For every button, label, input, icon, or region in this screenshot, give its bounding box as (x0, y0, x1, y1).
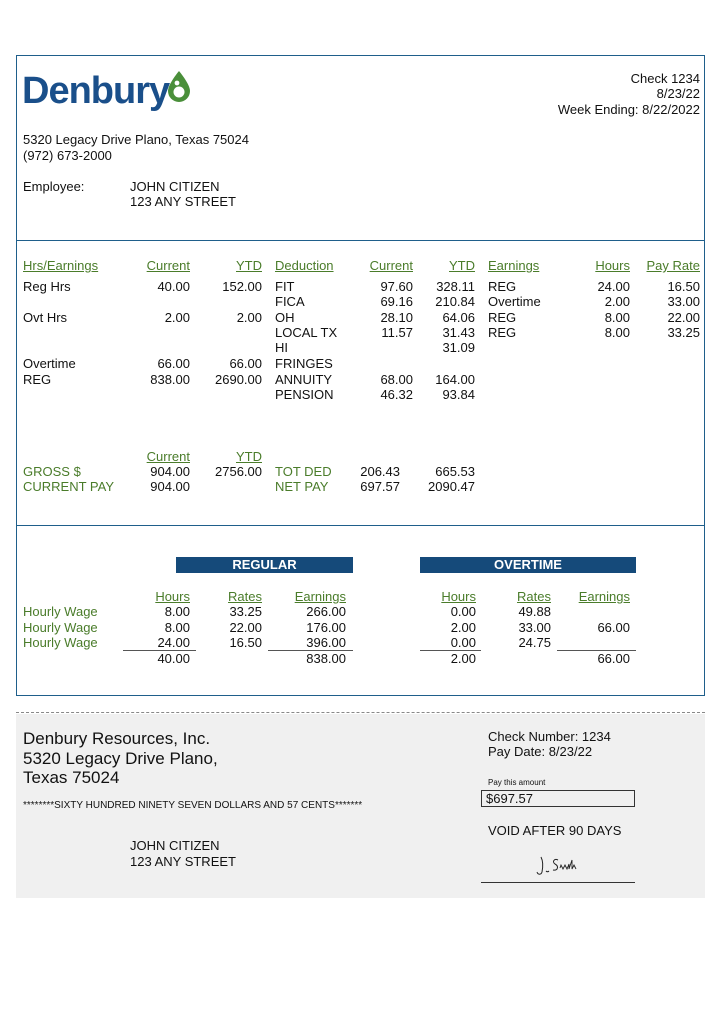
check-number: Check 1234 (630, 71, 700, 86)
earnings-row-rate: 33.00 (667, 294, 700, 309)
earnings-row-hours: 8.00 (604, 325, 630, 340)
check-company-name: Denbury Resources, Inc. (23, 729, 211, 748)
deduction-row-label: LOCAL TX (275, 325, 338, 340)
earnings-row-label: REG (488, 325, 517, 340)
regular-row-rate: 16.50 (229, 635, 262, 650)
overtime-header-rates: Rates (517, 589, 551, 604)
employee-name: JOHN CITIZEN (130, 179, 220, 194)
hours-row-label: Reg Hrs (23, 279, 71, 294)
company-phone: (972) 673-2000 (23, 148, 112, 163)
net-pay-ytd: 2090.47 (428, 479, 475, 494)
hours-header-current: Current (146, 258, 190, 273)
summary-row-label: Hourly Wage (23, 620, 98, 635)
regular-title-bar: REGULAR (176, 557, 353, 573)
overtime-row-hours: 2.00 (450, 620, 476, 635)
deduction-row-current: 46.32 (380, 387, 413, 402)
signature-image (534, 852, 580, 878)
pay-this-amount-label: Pay this amount (488, 778, 546, 787)
deduction-row-label: FICA (275, 294, 305, 309)
signature-line (481, 882, 635, 883)
deduction-row-label: HI (275, 340, 288, 355)
deduction-row-current: 68.00 (380, 372, 413, 387)
earnings-header-hours: Hours (595, 258, 630, 273)
regular-row-hours: 8.00 (164, 620, 190, 635)
regular-total-hours: 40.00 (157, 651, 190, 666)
check-date: 8/23/22 (656, 86, 700, 101)
earnings-row-label: Overtime (488, 294, 541, 309)
earnings-row-rate: 22.00 (667, 310, 700, 325)
company-logo: Denbury (22, 70, 170, 112)
hours-row-current: 2.00 (164, 310, 190, 325)
deduction-row-ytd: 93.84 (442, 387, 475, 402)
totals-header-current: Current (146, 449, 190, 464)
hours-header-label: Hrs/Earnings (23, 258, 99, 273)
current-pay-label: CURRENT PAY (23, 479, 115, 494)
regular-header-earnings: Earnings (294, 589, 346, 604)
hours-header-ytd: YTD (236, 258, 262, 273)
overtime-total-earnings: 66.00 (597, 651, 630, 666)
overtime-total-hours: 2.00 (450, 651, 476, 666)
employee-street: 123 ANY STREET (130, 194, 236, 209)
tot-ded-current: 206.43 (360, 464, 400, 479)
hours-row-label: Ovt Hrs (23, 310, 68, 325)
regular-row-hours: 24.00 (157, 635, 190, 650)
regular-row-earnings: 396.00 (306, 635, 346, 650)
earnings-header-rate: Pay Rate (646, 258, 700, 273)
deduction-row-ytd: 31.43 (442, 325, 475, 340)
tot-ded-ytd: 665.53 (435, 464, 475, 479)
deduction-row-current: 69.16 (380, 294, 413, 309)
payee-name: JOHN CITIZEN (130, 838, 220, 853)
hours-row-ytd: 66.00 (229, 356, 262, 371)
deduction-row-ytd: 328.11 (436, 279, 475, 294)
gross-ytd: 2756.00 (215, 464, 262, 479)
summary-row-label: Hourly Wage (23, 604, 98, 619)
deduction-row-ytd: 64.06 (442, 310, 475, 325)
net-pay-current: 697.57 (360, 479, 400, 494)
deduction-row-current: 28.10 (380, 310, 413, 325)
deduction-row-ytd: 31.09 (442, 340, 475, 355)
check-amount: $697.57 (481, 790, 635, 807)
void-notice: VOID AFTER 90 DAYS (488, 823, 622, 838)
gross-current: 904.00 (150, 464, 190, 479)
deduction-row-label: FIT (275, 279, 295, 294)
amount-in-words: ********SIXTY HUNDRED NINETY SEVEN DOLLARS AND 57 CENTS******* (23, 800, 363, 811)
hours-row-ytd: 2.00 (236, 310, 262, 325)
perforation-line (16, 712, 705, 713)
regular-row-earnings: 266.00 (306, 604, 346, 619)
regular-header-hours: Hours (155, 589, 190, 604)
company-address: 5320 Legacy Drive Plano, Texas 75024 (23, 132, 249, 147)
gross-label: GROSS $ (23, 464, 81, 479)
deduction-header-current: Current (369, 258, 413, 273)
hours-row-ytd: 2690.00 (215, 372, 262, 387)
earnings-header-label: Earnings (488, 258, 540, 273)
payee-street: 123 ANY STREET (130, 854, 236, 869)
deduction-header-label: Deduction (275, 258, 334, 273)
deduction-header-ytd: YTD (449, 258, 475, 273)
deduction-row-label: ANNUITY (275, 372, 333, 387)
overtime-row-earnings: 66.00 (597, 620, 630, 635)
earnings-row-hours: 24.00 (597, 279, 630, 294)
summary-row-label: Hourly Wage (23, 635, 98, 650)
overtime-row-rate: 33.00 (518, 620, 551, 635)
tot-ded-label: TOT DED (275, 464, 332, 479)
regular-header-rates: Rates (228, 589, 262, 604)
overtime-title-bar: OVERTIME (420, 557, 636, 573)
regular-row-rate: 22.00 (229, 620, 262, 635)
deduction-row-ytd: 210.84 (435, 294, 475, 309)
deduction-row-label: PENSION (275, 387, 334, 402)
earnings-row-rate: 16.50 (667, 279, 700, 294)
deduction-row-ytd: 164.00 (435, 372, 475, 387)
net-pay-label: NET PAY (275, 479, 329, 494)
overtime-row-hours: 0.00 (450, 635, 476, 650)
deduction-row-current: 97.60 (380, 279, 413, 294)
logo-drop-icon (165, 70, 193, 104)
earnings-row-rate: 33.25 (667, 325, 700, 340)
current-pay-value: 904.00 (150, 479, 190, 494)
overtime-row-rate: 24.75 (518, 635, 551, 650)
regular-row-rate: 33.25 (229, 604, 262, 619)
regular-row-earnings: 176.00 (306, 620, 346, 635)
hours-row-label: Overtime (23, 356, 76, 371)
overtime-row-hours: 0.00 (450, 604, 476, 619)
earnings-row-hours: 2.00 (604, 294, 630, 309)
hours-row-label: REG (23, 372, 52, 387)
deduction-row-label: FRINGES (275, 356, 333, 371)
week-ending: Week Ending: 8/22/2022 (557, 102, 700, 117)
employee-label: Employee: (23, 179, 85, 194)
earnings-row-label: REG (488, 279, 517, 294)
hours-row-current: 40.00 (157, 279, 190, 294)
overtime-header-hours: Hours (441, 589, 476, 604)
check-address-line1: 5320 Legacy Drive Plano, (23, 749, 218, 768)
pay-date-label: Pay Date: 8/23/22 (488, 744, 593, 759)
regular-row-hours: 8.00 (164, 604, 190, 619)
section-divider (16, 525, 705, 526)
overtime-row-rate: 49.88 (518, 604, 551, 619)
deduction-row-current: 11.57 (381, 325, 413, 340)
earnings-row-label: REG (488, 310, 517, 325)
regular-total-earnings: 838.00 (306, 651, 346, 666)
earnings-row-hours: 8.00 (604, 310, 630, 325)
overtime-header-earnings: Earnings (578, 589, 630, 604)
hours-row-current: 66.00 (157, 356, 190, 371)
hours-row-current: 838.00 (150, 372, 190, 387)
section-divider (16, 240, 705, 241)
hours-row-ytd: 152.00 (222, 279, 262, 294)
totals-header-ytd: YTD (236, 449, 262, 464)
check-number-label: Check Number: 1234 (488, 729, 611, 744)
deduction-row-label: OH (275, 310, 295, 325)
check-address-line2: Texas 75024 (23, 768, 120, 787)
